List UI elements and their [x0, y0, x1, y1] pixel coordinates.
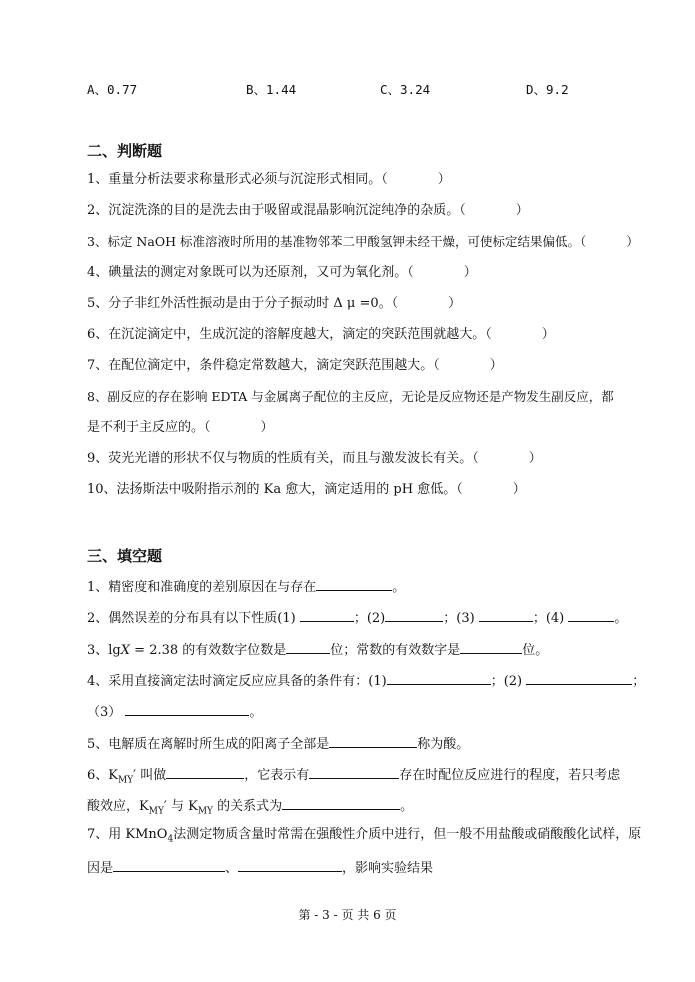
blank[interactable] — [385, 608, 443, 622]
judgment-item: 1、重量分析法要求称量形式必须与沉淀形式相同。（ ） — [87, 172, 451, 187]
section-title-fill-in: 三、填空题 — [87, 547, 163, 565]
fill-item-4-cont: （3） 。 — [87, 702, 262, 721]
judgment-item: 10、法扬斯法中吸附指示剂的 Ka 愈大，滴定适用的 pH 愈低。（ ） — [87, 482, 526, 497]
judgment-item: 7、在配位滴定中，条件稳定常数越大，滴定突跃范围越大。（ ） — [87, 358, 503, 373]
blank[interactable] — [125, 702, 249, 716]
blank[interactable] — [282, 796, 400, 810]
fill-item-7: 7、用 KMnO$_4$法测定物质含量时常需在强酸性介质中进行，但一般不用盐酸或硝酸酸化试样，原 — [87, 827, 642, 845]
blank[interactable] — [166, 765, 244, 779]
blank[interactable] — [387, 671, 491, 685]
page-footer: 第 - 3 - 页 共 6 页 — [298, 908, 397, 922]
option-c: C、3.24 — [380, 82, 431, 97]
option-a: A、0.77 — [87, 82, 138, 97]
blank[interactable] — [329, 734, 417, 748]
judgment-item: 5、分子非红外活性振动是由于分子振动时 Δ μ =0。（ ） — [87, 296, 462, 311]
judgment-item: 8、副反应的存在影响 EDTA 与金属离子配位的主反应，无论是反应物还是产物发生副反应，都 — [87, 389, 614, 404]
blank[interactable] — [316, 577, 392, 591]
blank[interactable] — [526, 671, 632, 685]
blank[interactable] — [238, 858, 342, 872]
blank[interactable] — [113, 858, 225, 872]
section-title-judgment: 二、判断题 — [87, 142, 163, 160]
fill-item-2: 2、偶然误差的分布具有以下性质(1) ；(2) ；(3) ；(4) 。 — [87, 608, 627, 627]
judgment-item: 2、沉淀洗涤的目的是洗去由于吸留或混晶影响沉淀纯净的杂质。（ ） — [87, 203, 529, 218]
option-b: B、1.44 — [246, 82, 297, 97]
blank[interactable] — [479, 608, 533, 622]
judgment-item: 3、标定 NaOH 标准溶液时所用的基准物邻苯二甲酸氢钾未经干燥，可使标定结果偏低。（ ） — [87, 234, 639, 249]
fill-item-6-cont: 酸效应，$K_{MY}'$ 与 $K_{MY}$ 的关系式为 。 — [87, 796, 413, 820]
fill-item-5: 5、电解质在离解时所生成的阳离子全部是 称为酸。 — [87, 734, 469, 753]
fill-item-6: 6、$K_{MY}'$ 叫做 ，它表示有 存在时配位反应进行的程度，若只考虑 — [87, 765, 620, 789]
judgment-item: 6、在沉淀滴定中，生成沉淀的溶解度越大，滴定的突跃范围就越大。（ ） — [87, 327, 555, 342]
judgment-item: 是不利于主反应的。（ ） — [87, 420, 274, 435]
fill-item-3: 3、lgX = 2.38 的有效数字位数是 位；常数的有效数字是 位。 — [87, 640, 548, 659]
blank[interactable] — [460, 640, 522, 654]
blank[interactable] — [300, 608, 354, 622]
blank[interactable] — [568, 608, 614, 622]
fill-item-4: 4、采用直接滴定法时滴定反应应具备的条件有：(1) ；(2) ； — [87, 671, 645, 690]
option-d: D、9.2 — [526, 82, 569, 97]
judgment-item: 4、碘量法的测定对象既可以为还原剂，又可为氧化剂。（ ） — [87, 265, 477, 280]
fill-item-1: 1、精密度和准确度的差别原因在与存在 。 — [87, 577, 405, 596]
blank[interactable] — [309, 765, 399, 779]
blank[interactable] — [286, 640, 330, 654]
fill-item-7-cont: 因是 、 ，影响实验结果 — [87, 858, 433, 877]
judgment-item: 9、荧光光谱的形状不仅与物质的性质有关，而且与激发波长有关。（ ） — [87, 451, 542, 466]
